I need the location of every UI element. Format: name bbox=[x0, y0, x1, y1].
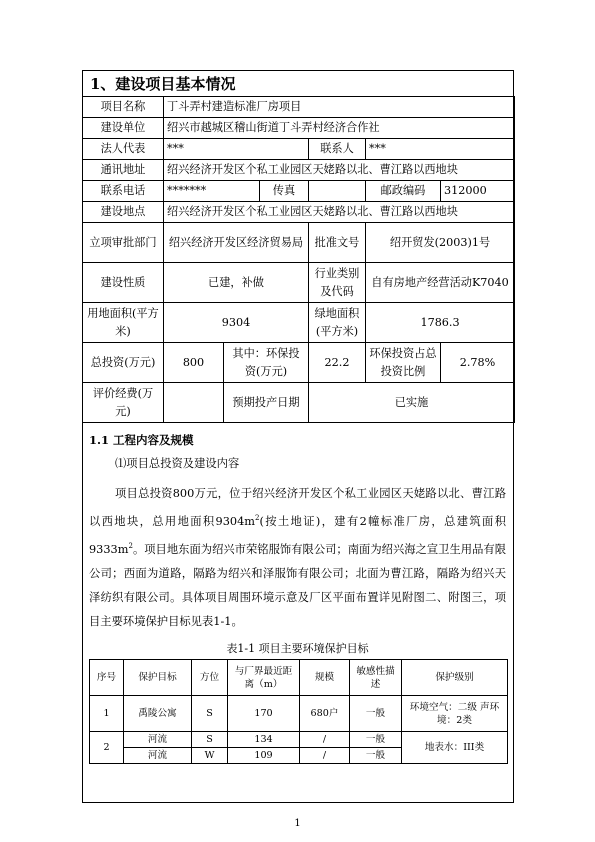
legal-rep-label: 法人代表 bbox=[83, 139, 164, 160]
header-cell: 保护目标 bbox=[124, 660, 192, 696]
table-cell: 2 bbox=[90, 732, 124, 764]
para-part3: 。项目地东面为绍兴市荣铭服饰有限公司；南面为绍兴海之宣卫生用品有限公司；西面为道路，隔路为绍兴和泽服饰有限公司；北面为曹江路，隔路为绍兴天泽纺织有限公司。具体项目周围环境示意及厂区平面布置详见附图二、附图三，项目主要环境保护目标见表1-1。 bbox=[89, 542, 506, 628]
para-part2: (按土地证)，建有2幢标准厂房，总建筑面积9333m bbox=[89, 514, 506, 556]
protection-target-table bbox=[89, 659, 508, 764]
legal-rep: *** bbox=[164, 139, 309, 160]
green-area-label: 绿地面积(平方米) bbox=[309, 303, 366, 343]
table-cell: W bbox=[192, 748, 228, 764]
header-cell: 方位 bbox=[192, 660, 228, 696]
table-cell: 禹陵公寓 bbox=[124, 696, 192, 732]
phone: ******* bbox=[164, 181, 260, 202]
env-invest: 22.2 bbox=[309, 343, 366, 383]
approval-dept: 绍兴经济开发区经济贸易局 bbox=[164, 223, 309, 263]
fax-label: 传真 bbox=[260, 181, 309, 202]
nature: 已建，补做 bbox=[164, 263, 309, 303]
fax bbox=[309, 181, 366, 202]
table-cell: 一般 bbox=[350, 732, 402, 748]
env-ratio: 2.78% bbox=[441, 343, 515, 383]
postcode: 312000 bbox=[441, 181, 515, 202]
phone-label: 联系电话 bbox=[83, 181, 164, 202]
site-label: 建设地点 bbox=[83, 202, 164, 223]
postcode-label: 邮政编码 bbox=[366, 181, 441, 202]
project-name-label: 项目名称 bbox=[83, 97, 164, 118]
header-cell: 保护级别 bbox=[402, 660, 508, 696]
table-caption: 表1-1 项目主要环境保护目标 bbox=[226, 642, 369, 655]
table-cell: 环境空气：二级 声环境：2类 bbox=[402, 696, 508, 732]
start-date-label: 预期投产日期 bbox=[224, 383, 309, 423]
project-name: 丁斗弄村建造标准厂房项目 bbox=[164, 97, 515, 118]
unit: 绍兴市越城区稽山街道丁斗弄村经济合作社 bbox=[164, 118, 515, 139]
table-cell: 一般 bbox=[350, 696, 402, 732]
table-cell: S bbox=[192, 732, 228, 748]
eval-fee-label: 评价经费(万元) bbox=[83, 383, 164, 423]
table-cell: 河流 bbox=[124, 748, 192, 764]
header-cell: 敏感性描述 bbox=[350, 660, 402, 696]
header-cell: 与厂界最近距离（m） bbox=[228, 660, 300, 696]
start-date: 已实施 bbox=[309, 383, 515, 423]
header-cell: 规模 bbox=[300, 660, 350, 696]
table-cell: S bbox=[192, 696, 228, 732]
table-cell: / bbox=[300, 732, 350, 748]
table-cell: 1 bbox=[90, 696, 124, 732]
land-area-label: 用地面积(平方米) bbox=[83, 303, 164, 343]
industry-label: 行业类别及代码 bbox=[309, 263, 366, 303]
table-cell: 680户 bbox=[300, 696, 350, 732]
superscript-2: 2 bbox=[128, 541, 133, 550]
unit-label: 建设单位 bbox=[83, 118, 164, 139]
table-row bbox=[90, 732, 508, 748]
subsection-title: 1.1 工程内容及规模 bbox=[89, 433, 194, 447]
approval-no: 绍开贸发(2003)1号 bbox=[366, 223, 515, 263]
env-invest-label: 其中：环保投资(万元) bbox=[224, 343, 309, 383]
table-cell: 地表水：III类 bbox=[402, 732, 508, 764]
table-cell: 134 bbox=[228, 732, 300, 748]
approval-no-label: 批准文号 bbox=[309, 223, 366, 263]
table-cell: 109 bbox=[228, 748, 300, 764]
paragraph-heading: ⑴项目总投资及建设内容 bbox=[115, 457, 240, 470]
address-label: 通讯地址 bbox=[83, 160, 164, 181]
basic-info-table bbox=[82, 96, 515, 423]
table-cell: 河流 bbox=[124, 732, 192, 748]
land-area: 9304 bbox=[164, 303, 309, 343]
para-part1: 项目总投资800万元，位于绍兴经济开发区个私工业园区天姥路以北、曹江路以西地块，总用地面积9304m bbox=[89, 487, 506, 528]
header-cell: 序号 bbox=[90, 660, 124, 696]
site: 绍兴经济开发区个私工业园区天姥路以北、曹江路以西地块 bbox=[164, 202, 515, 223]
table-row bbox=[90, 696, 508, 732]
table-cell: 170 bbox=[228, 696, 300, 732]
total-invest-label: 总投资(万元) bbox=[83, 343, 164, 383]
table-cell: / bbox=[300, 748, 350, 764]
nature-label: 建设性质 bbox=[83, 263, 164, 303]
table-cell: 一般 bbox=[350, 748, 402, 764]
section-title: 1、建设项目基本情况 bbox=[90, 75, 236, 93]
superscript-1: 2 bbox=[255, 514, 260, 522]
page-number: 1 bbox=[294, 818, 301, 829]
address: 绍兴经济开发区个私工业园区天姥路以北、曹江路以西地块 bbox=[164, 160, 515, 181]
total-invest: 800 bbox=[164, 343, 224, 383]
approval-dept-label: 立项审批部门 bbox=[83, 223, 164, 263]
env-ratio-label: 环保投资占总投资比例 bbox=[366, 343, 441, 383]
contact-label: 联系人 bbox=[309, 139, 366, 160]
eval-fee bbox=[164, 383, 224, 423]
contact: *** bbox=[366, 139, 515, 160]
industry: 自有房地产经营活动K7040 bbox=[366, 263, 515, 303]
green-area: 1786.3 bbox=[366, 303, 515, 343]
paragraph-body bbox=[89, 482, 506, 634]
